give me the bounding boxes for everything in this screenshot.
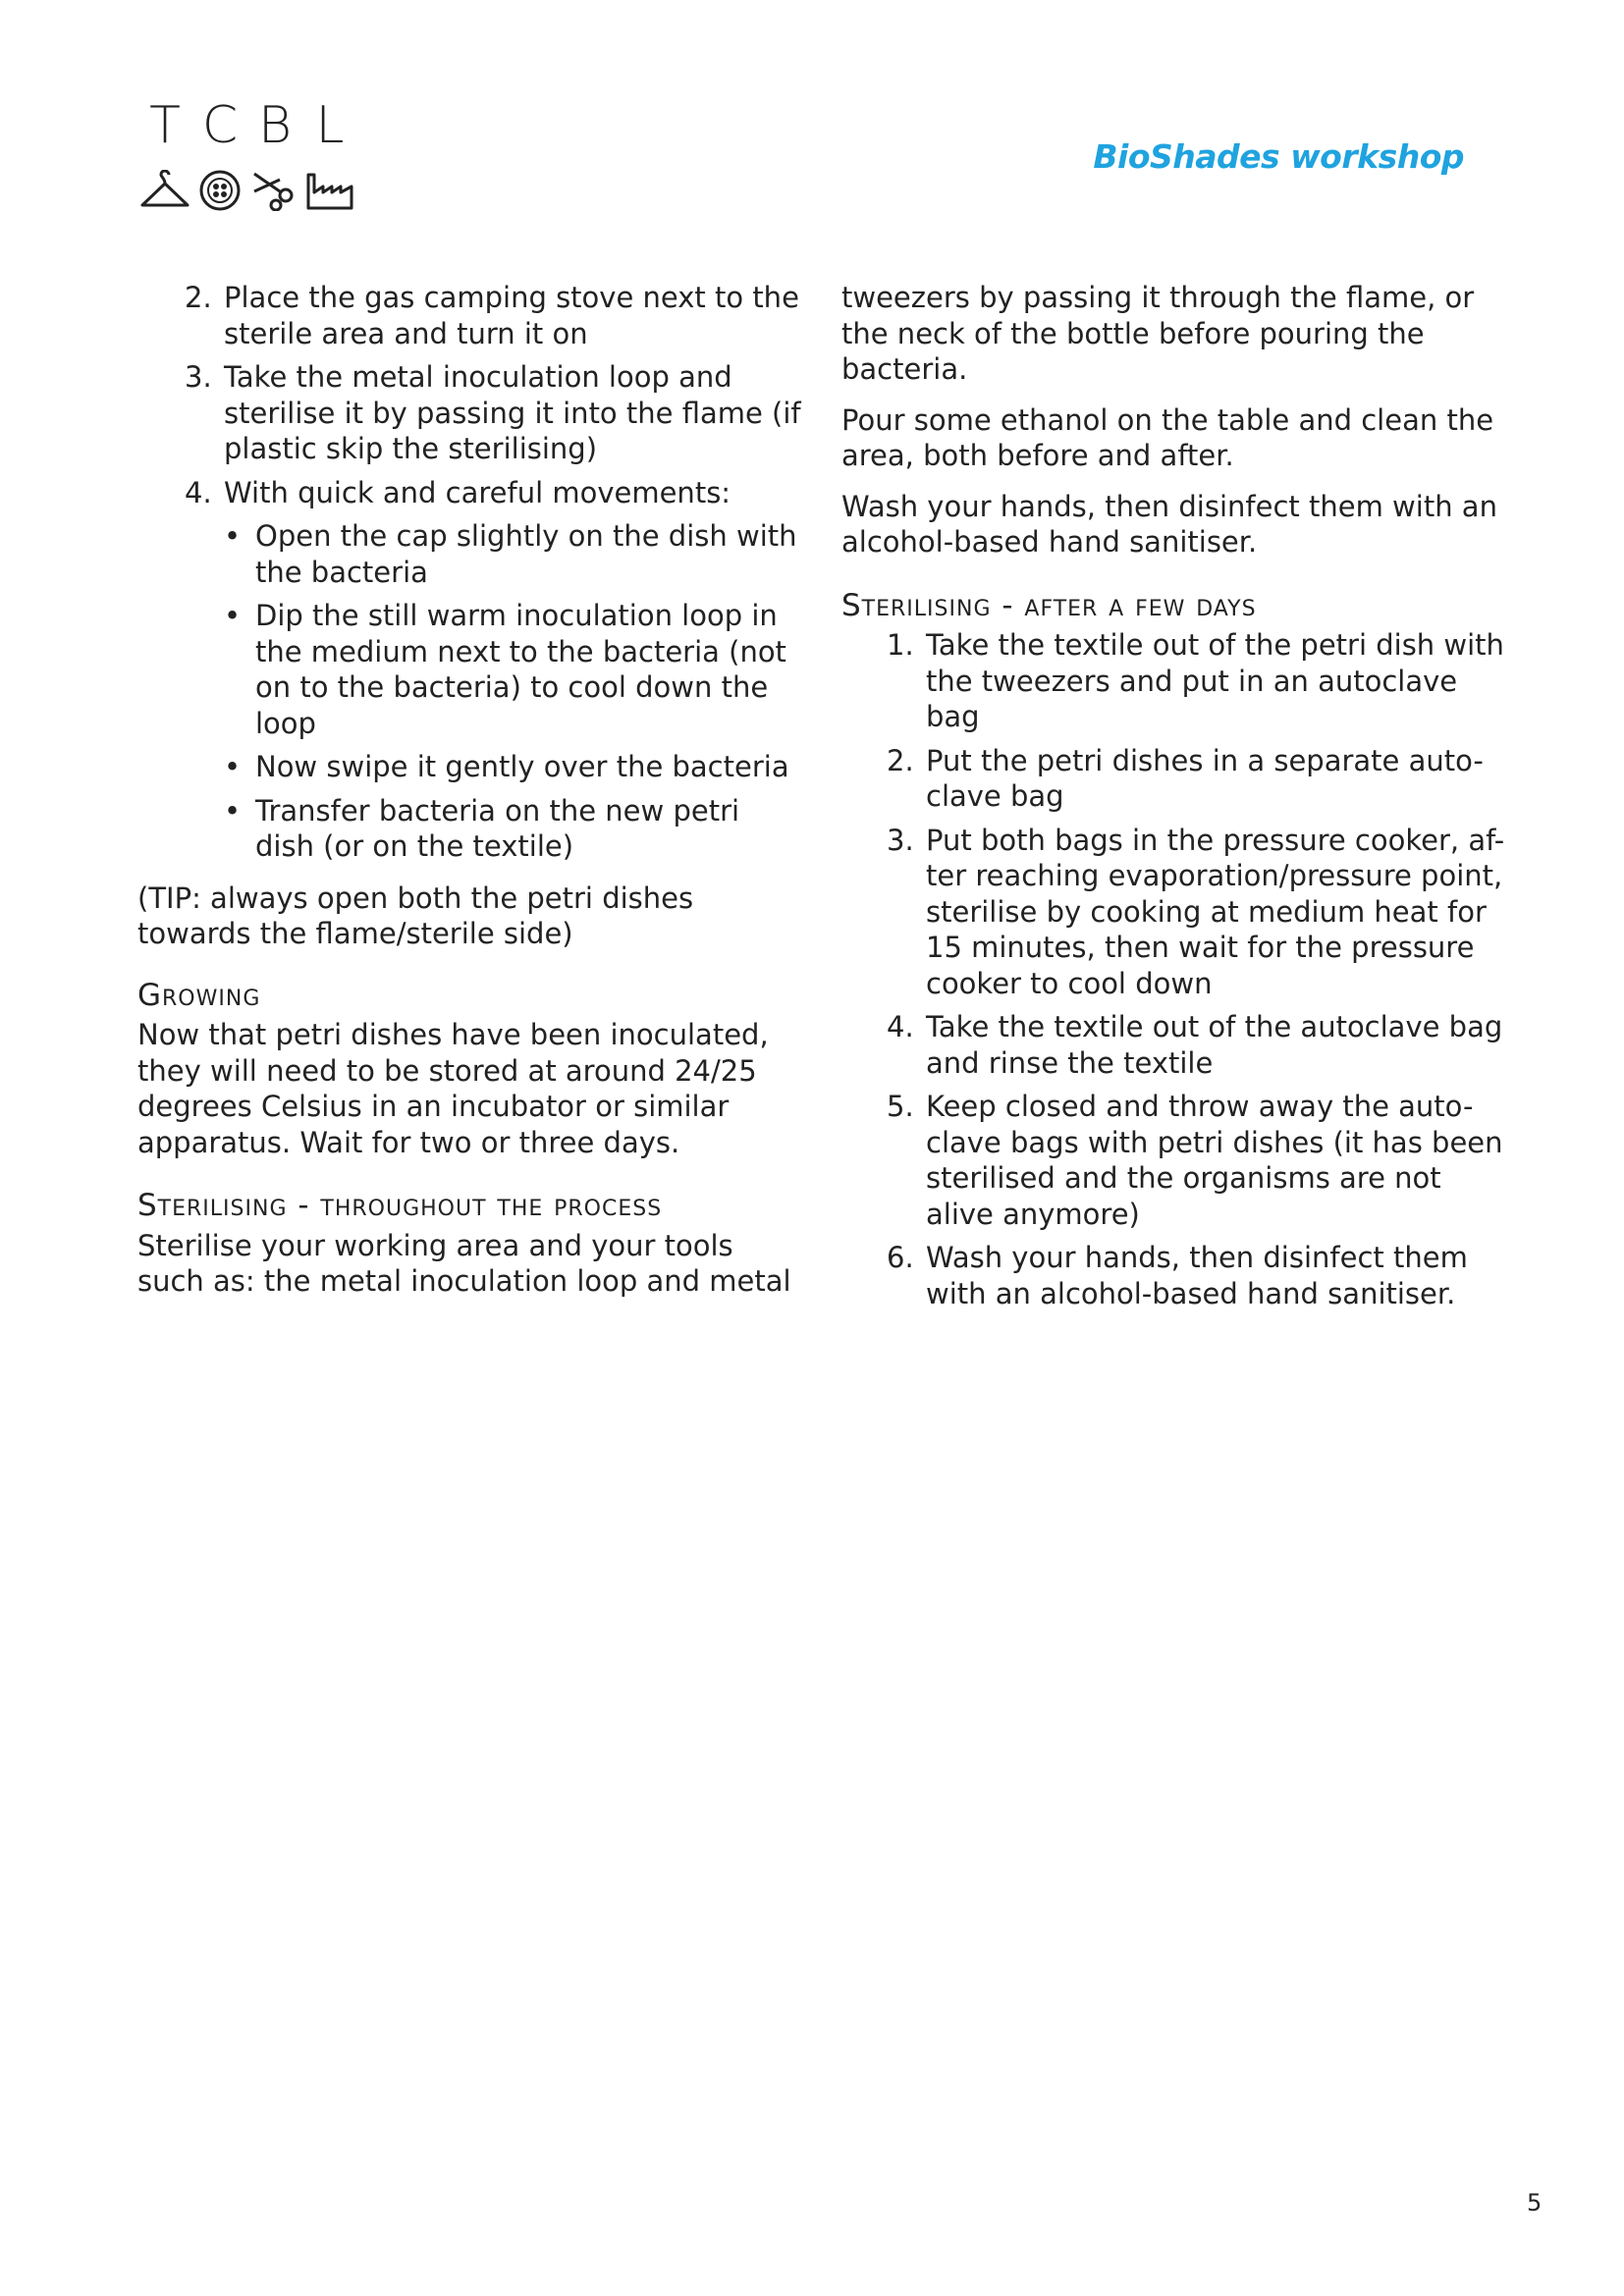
logo-letter: B (257, 96, 293, 155)
after-days-heading: Sterilising - after a few days (841, 587, 1257, 623)
step-text: Take the textile out of the petri dish with the tweezers and put in an autoclave bag (926, 628, 1504, 733)
bullet-dot: • (224, 519, 242, 553)
step-text: Place the gas camping stove next to the sterile area and turn it on (224, 281, 799, 350)
step-content (224, 475, 805, 873)
bullet-text: Transfer bacteria on the new petri dish (or on the textile) (255, 793, 740, 863)
step-text: Keep closed and throw away the auto-clave bags with petri dishes (it has been sterilised and the organisms are not alive anymore) (926, 1090, 1503, 1231)
sterilising-text: Sterilise your working area and your tools such as: the metal inoculation loop and metal (137, 1228, 791, 1298)
step-text: With quick and careful movements: (224, 475, 731, 509)
bullet-text: Now swipe it gently over the bacteria (255, 750, 789, 783)
page-number: 5 (1527, 2189, 1543, 2216)
list-item (137, 280, 805, 351)
bullet-dot: • (224, 750, 242, 783)
step-number: 2. (185, 281, 212, 314)
logo-letters (137, 98, 357, 153)
bullet-text: Open the cap slightly on the dish with the bacteria (255, 519, 797, 589)
step-text: Take the metal inoculation loop and sterilise it by passing it into the flame (if plastic skip the sterilising) (224, 360, 801, 465)
wash-text: Wash your hands, then disinfect them with an alcohol-based hand sanitiser. (841, 489, 1497, 559)
bullet-text: Dip the still warm inoculation loop in the medium next to the bacteria (not on to the bacteria) to cool down the loop (255, 599, 786, 740)
logo-icons (137, 165, 357, 216)
step-text: Put both bags in the pressure cooker, af-ter reaching evaporation/pressure point, sterilise by cooking at medium heat for 15 minutes, then wait for the pressure cooker to cool down (926, 823, 1505, 1000)
step-number: 1. (887, 628, 914, 662)
list-item (841, 743, 1509, 815)
bullet-item (224, 598, 805, 741)
after-days-steps (841, 627, 1509, 1311)
button-icon (192, 165, 247, 216)
ethanol-text: Pour some ethanol on the table and clean the area, both before and after. (841, 402, 1494, 472)
bullet-item (224, 749, 805, 785)
hanger-icon (137, 165, 192, 216)
step-number: 5. (887, 1090, 914, 1123)
bullet-item (224, 518, 805, 590)
left-column (137, 280, 805, 1314)
bullet-dot: • (224, 599, 242, 632)
inoculation-steps (137, 280, 805, 873)
movement-bullets (224, 518, 805, 865)
list-item (841, 1240, 1509, 1311)
workshop-title: BioShades workshop (1093, 137, 1464, 176)
list-item (841, 627, 1509, 735)
step-text: Put the petri dishes in a separate auto-clave bag (926, 743, 1484, 813)
list-item (137, 359, 805, 467)
growing-text: Now that petri dishes have been inoculated, they will need to be stored at around 24/25 degrees Celsius in an incubator or similar apparatus. Wait for two or three days. (137, 1018, 769, 1159)
logo-letter: C (201, 96, 239, 155)
step-number: 6. (887, 1241, 914, 1274)
step-number: 4. (185, 475, 212, 509)
logo-letter: T (149, 96, 181, 155)
logo-letter: L (315, 96, 345, 155)
right-column (841, 280, 1509, 1319)
factory-icon (302, 165, 357, 216)
list-item (841, 1009, 1509, 1081)
list-item (137, 475, 805, 873)
tip-text: (TIP: always open both the petri dishes towards the flame/sterile side) (137, 881, 694, 950)
continuation-text: tweezers by passing it through the flame, or the neck of the bottle before pouring the bacteria. (841, 281, 1475, 386)
scissors-icon (247, 165, 302, 216)
step-number: 4. (887, 1010, 914, 1043)
step-number: 2. (887, 743, 914, 777)
list-item (841, 823, 1509, 1002)
bullet-dot: • (224, 793, 242, 828)
step-text: Take the textile out of the autoclave bag and rinse the textile (926, 1010, 1503, 1080)
bullet-item (224, 793, 805, 865)
sterilising-heading: Sterilising - throughout the process (137, 1188, 663, 1223)
growing-heading: Growing (137, 977, 261, 1013)
step-text: Wash your hands, then disinfect them with an alcohol-based hand sanitiser. (926, 1241, 1468, 1310)
tcbl-logo (137, 98, 357, 216)
list-item (841, 1089, 1509, 1232)
step-number: 3. (185, 360, 212, 394)
step-number: 3. (887, 823, 914, 857)
